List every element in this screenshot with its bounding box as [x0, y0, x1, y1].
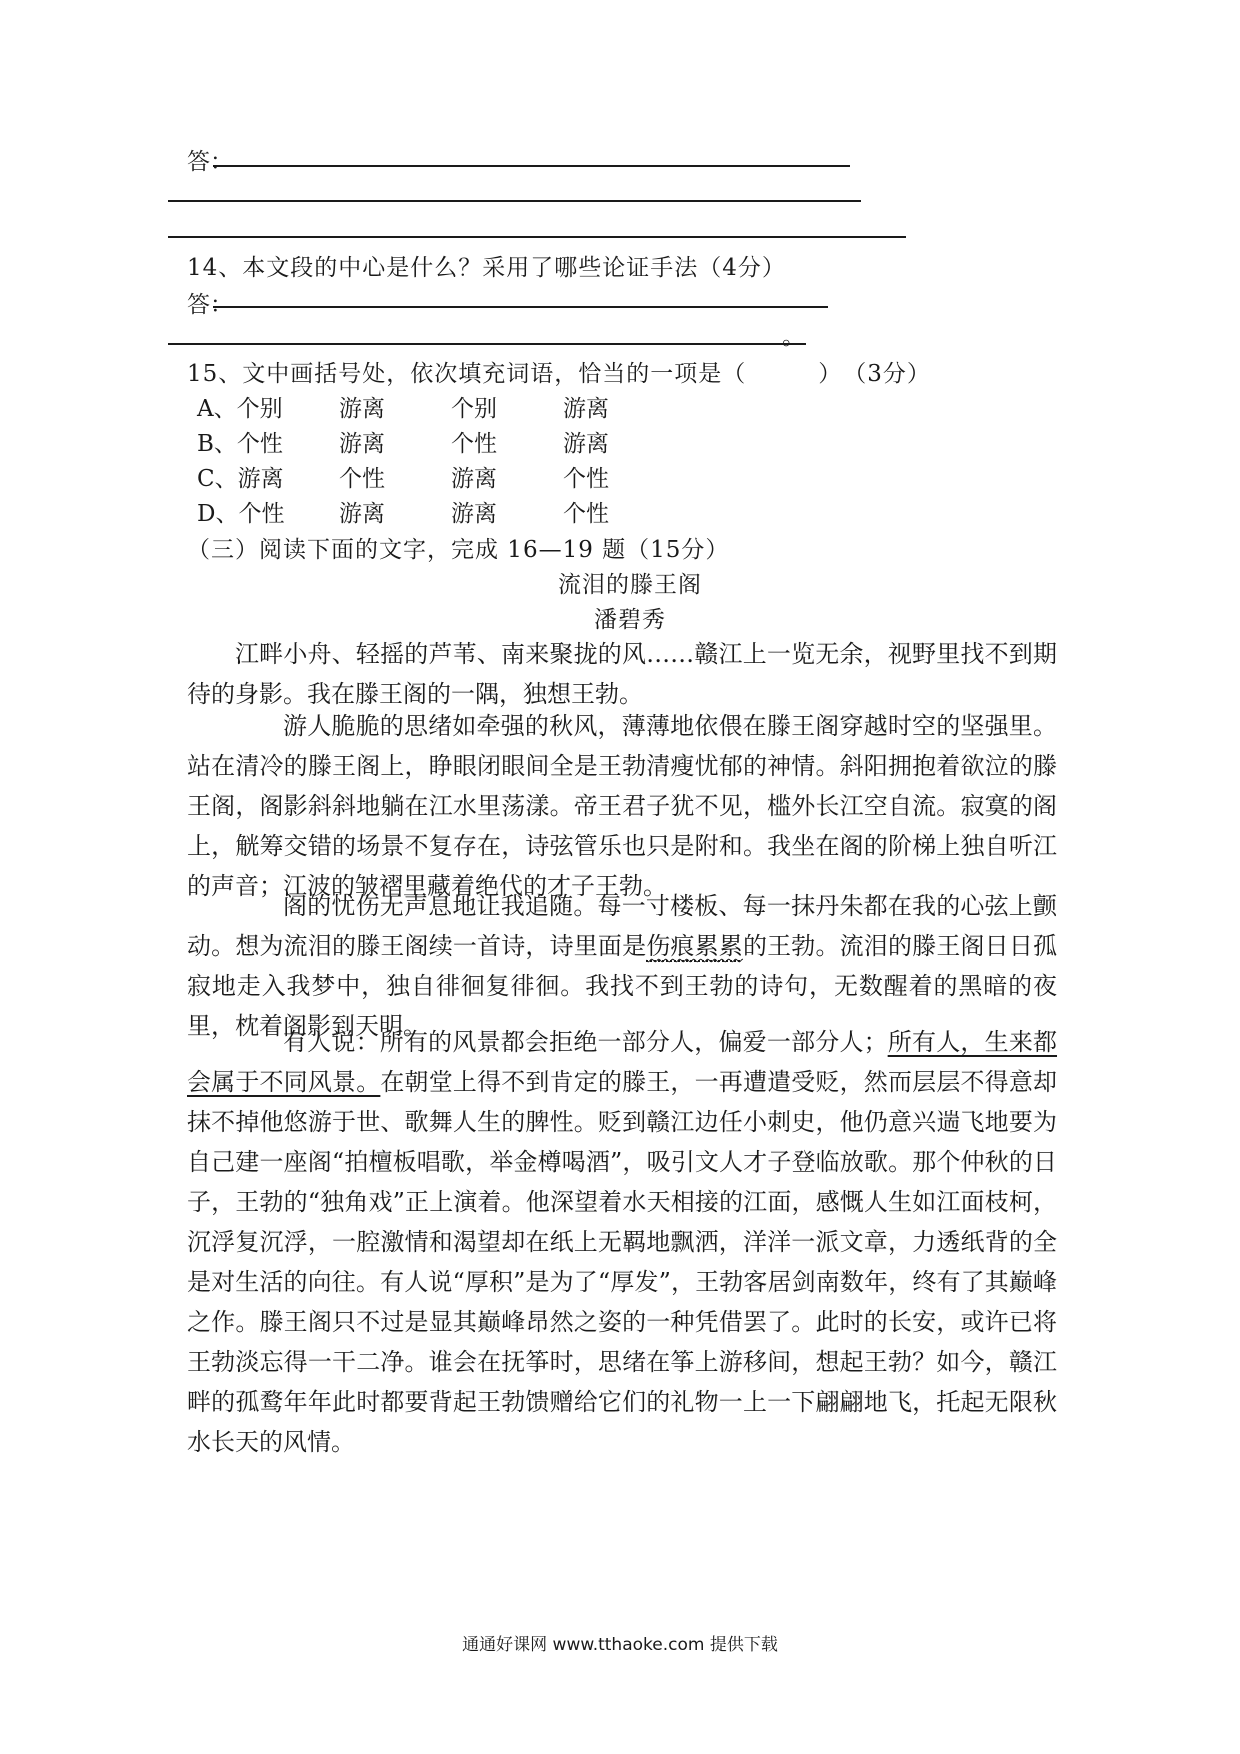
- paragraph-text: 有人说：所有的风景都会拒绝一部分人，偏爱一部分人；: [283, 1028, 888, 1056]
- marked-phrase: [646, 932, 743, 960]
- answer-label: 答：: [187, 292, 233, 318]
- option-cell: 个性: [563, 466, 609, 492]
- option-cell: D、个性: [197, 501, 285, 527]
- option-cell: 个性: [339, 466, 385, 492]
- article-title: 流泪的滕王阁: [558, 572, 702, 598]
- paragraph-text: 阁的忧伤无声息地让我追随。每一寸楼板、每一抹丹朱都在我的心弦上颤动。想为流泪的滕王阁续一首诗，诗里面是: [187, 892, 1057, 960]
- answer-line: [168, 200, 861, 202]
- option-cell: 游离: [339, 501, 385, 527]
- underlined-sentence: 所有人，生来都会属于不同风景。: [187, 1028, 1058, 1096]
- option-cell: 个性: [451, 431, 497, 457]
- answer-line: [213, 165, 850, 167]
- paragraph-4: [187, 1022, 1057, 1462]
- option-cell: 游离: [451, 501, 497, 527]
- paragraph-text: 的王勃。流泪的滕王阁日日孤寂地走入我梦中，独自徘徊复徘徊。我找不到王勃的诗句，无数醒着的黑暗的夜里，枕着阁影到天明。: [187, 932, 1058, 1040]
- answer-period: 。: [782, 324, 805, 350]
- option-cell: A、个别: [197, 396, 283, 422]
- answer-line: [168, 236, 906, 238]
- paragraph-1: 江畔小舟、轻摇的芦苇、南来聚拢的风……赣江上一览无余，视野里找不到期待的身影。我在滕王阁的一隅，独想王勃。: [187, 640, 1057, 708]
- article-author: 潘碧秀: [594, 607, 666, 633]
- paragraph-text: 在朝堂上得不到肯定的滕王，一再遭遣受贬，然而层层不得意却抹不掉他悠游于世、歌舞人生的脾性。贬到赣江边任小刺史，他仍意兴遄飞地要为自己建一座阁“拍檀板唱歌，举金樽喝酒”，吸引文人才子登临放歌。那个仲秋的日子，王勃的“独角戏”正上演着。他深望着水天相接的江面，感慨人生如江面枝柯，沉浮复沉浮，一腔激情和渴望却在纸上无羁地飘洒，洋洋一派文章，力透纸背的全是对生活的向往。有人说“厚积”是为了“厚发”，王勃客居剑南数年，终有了其巅峰之作。滕王阁只不过是显其巅峰昂然之姿的一种凭借罢了。此时的长安，或许已将王勃淡忘得一干二净。谁会在抚筝时，思绪在筝上游移间，想起王勃？如今，赣江畔的孤鹜年年此时都要背起王勃馈赠给它们的礼物一上一下翩翩地飞，托起无限秋水长天的风情。: [187, 1068, 1058, 1456]
- option-cell: 游离: [339, 431, 385, 457]
- option-cell: 个性: [563, 501, 609, 527]
- option-cell: 游离: [339, 396, 385, 422]
- option-cell: 游离: [451, 466, 497, 492]
- question-14: 14、本文段的中心是什么？采用了哪些论证手法（4分）: [187, 255, 786, 281]
- footer-credit: 通通好课网 www.tthaoke.com 提供下载: [462, 1635, 778, 1655]
- section-heading: （三）阅读下面的文字，完成 16—19 题（15分）: [187, 537, 730, 563]
- option-cell: 游离: [563, 431, 609, 457]
- option-cell: 游离: [563, 396, 609, 422]
- option-cell: C、游离: [197, 466, 284, 492]
- paragraph-2: 游人脆脆的思绪如牵强的秋风，薄薄地依偎在滕王阁穿越时空的坚强里。站在清冷的滕王阁上，睁眼闭眼间全是王勃清瘦忧郁的神情。斜阳拥抱着欲泣的滕王阁，阁影斜斜地躺在江水里荡漾。帝王君子犹不见，槛外长江空自流。寂寞的阁上，觥筹交错的场景不复存在，诗弦管乐也只是附和。我坐在阁的阶梯上独自听江的声音；江波的皱褶里藏着绝代的才子王勃。: [187, 712, 1057, 900]
- question-15: 15、文中画括号处，依次填充词语，恰当的一项是（ ） （3分）: [187, 361, 931, 387]
- answer-label: 答：: [187, 149, 233, 175]
- answer-line: [168, 343, 806, 345]
- marked-phrase-text: 伤痕累累: [646, 932, 743, 960]
- option-cell: 个别: [451, 396, 497, 422]
- option-cell: B、个性: [197, 431, 283, 457]
- answer-line: [213, 306, 828, 308]
